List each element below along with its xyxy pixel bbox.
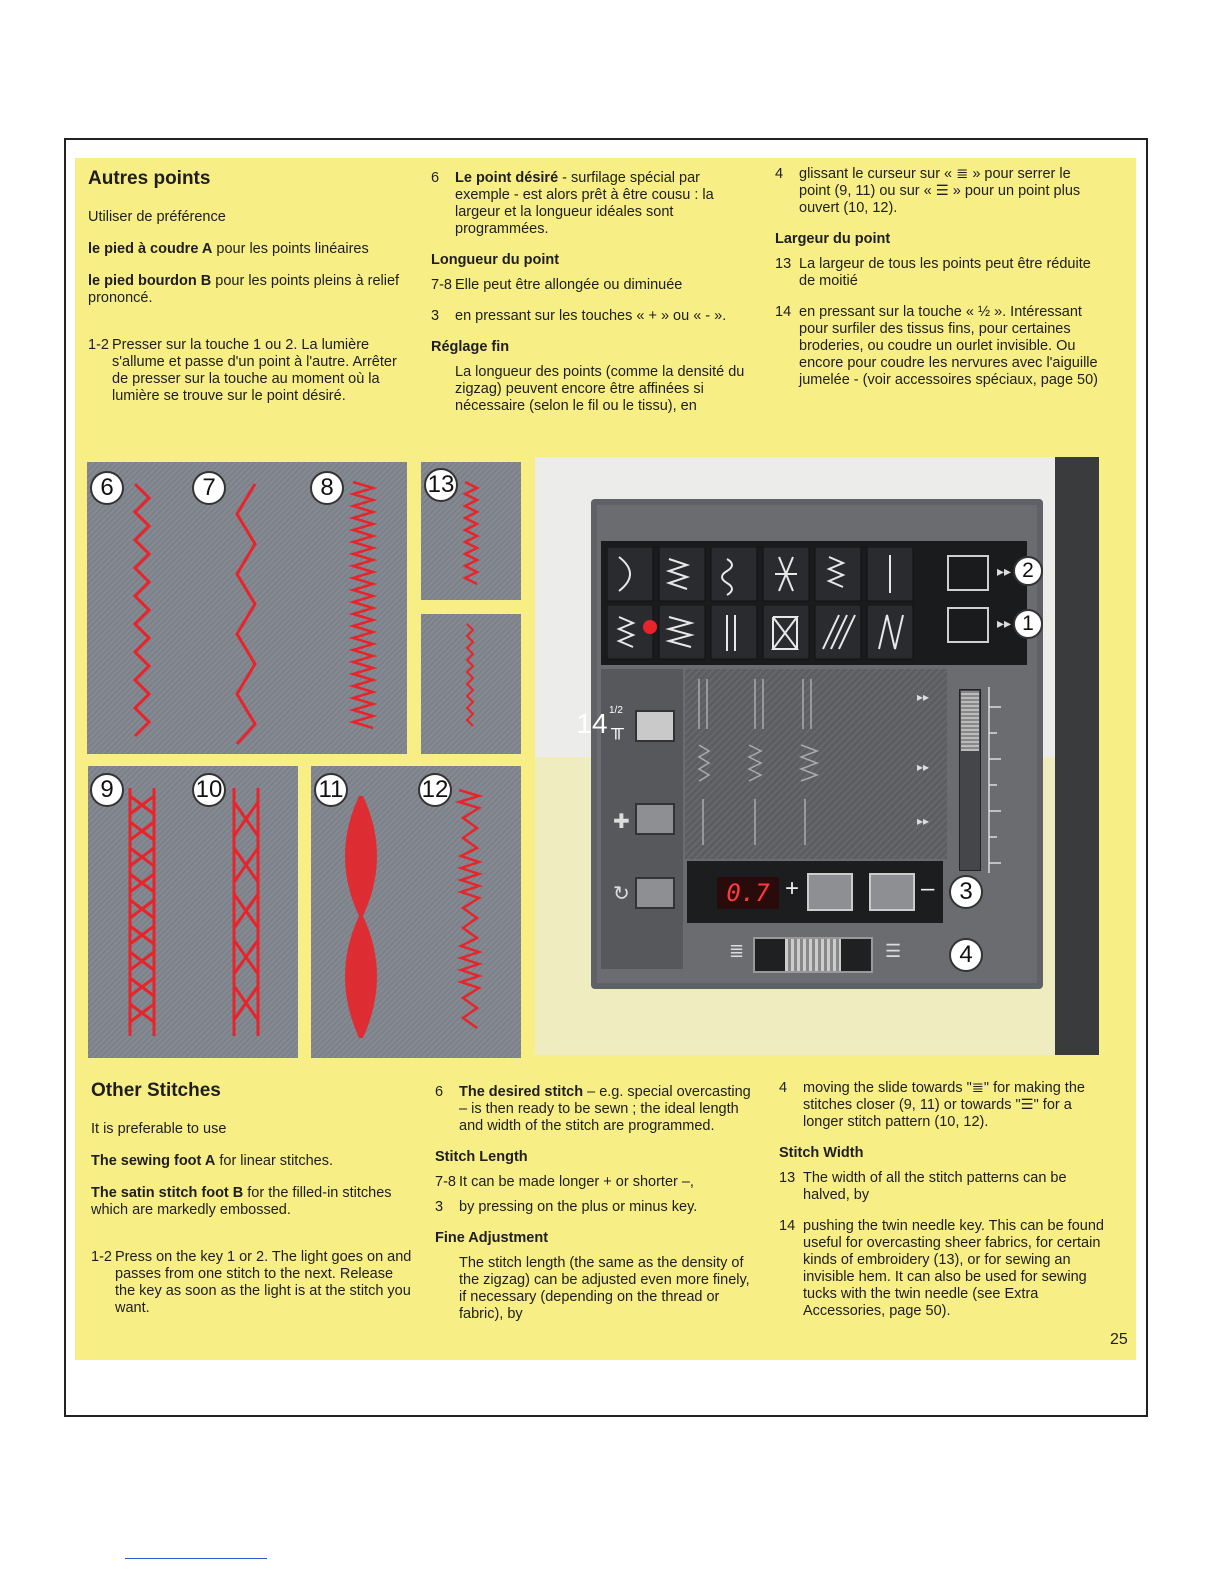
plus-key[interactable]	[807, 873, 853, 911]
stitch-sample-panel-11-12	[311, 766, 521, 1058]
stitch-key-row-bottom	[607, 605, 923, 666]
stitch-sample-panel-6-7-8	[87, 462, 407, 754]
callout-3: 3	[949, 875, 983, 909]
needle-cross-icon: ✚	[613, 811, 630, 833]
french-col-2	[431, 170, 756, 430]
selected-stitch-light	[643, 620, 657, 634]
arrow-2-icon: ▸▸	[997, 563, 1012, 579]
french-step-6: 6 Le point désiré - surfilage spécial par exemple - est alors prêt à être cousu : la largeur et la longueur idéales sont programmées.	[431, 170, 714, 237]
english-step-6: 6 The desired stitch – e.g. special overcasting – is then ready to be sewn ; the ideal length and width of the stitch are programmed.	[435, 1084, 751, 1134]
arrow-1-icon: ▸▸	[997, 615, 1012, 631]
english-step-1-2: 1-2 Press on the key 1 or 2. The light goes on and passes from one stitch to the next. Release the key as soon as the light is at the stitch you want.	[91, 1249, 412, 1316]
english-step-3: 3 by pressing on the plus or minus key.	[435, 1199, 698, 1215]
english-fine-heading: Fine Adjustment	[435, 1230, 549, 1246]
svg-text:▸▸: ▸▸	[917, 814, 930, 828]
stitch-sample-panel-13-narrow	[421, 614, 521, 754]
page-number: 25	[1110, 1331, 1128, 1348]
twin-needle-key[interactable]	[635, 710, 675, 742]
sample-label-9: 9	[90, 773, 124, 807]
sample-label-6: 6	[90, 471, 124, 505]
callout-1: 1	[1013, 609, 1043, 639]
length-display: 0.7	[717, 877, 779, 909]
sample-label-12: 12	[418, 773, 452, 807]
half-label: 1/2	[609, 705, 623, 716]
callout-2: 2	[1013, 556, 1043, 586]
english-width-heading: Stitch Width	[779, 1145, 864, 1161]
needle-position-key[interactable]	[635, 803, 675, 835]
machine-control-panel-photo	[535, 457, 1099, 1055]
french-fine-heading: Réglage fin	[431, 339, 510, 355]
stitch-sample-panel-9-10	[88, 766, 298, 1058]
reverse-key[interactable]	[635, 877, 675, 909]
english-title: Other Stitches	[91, 1080, 221, 1101]
english-col-3	[779, 1080, 1104, 1334]
english-fine-text: The stitch length (the same as the density of the zigzag) can be adjusted even more finely, if necessary (depending on the thread or fabric), by	[459, 1255, 750, 1322]
english-step-14: 14 pushing the twin needle key. This can be found useful for overcasting sheer fabrics, for certain kinds of embroidery (13), or for sewing an invisible hem. It can also be used for sewing tucks with the twin needle (see Extra Accessories, page 50).	[779, 1218, 1104, 1319]
english-step-13: 13 The width of all the stitch patterns can be halved, by	[779, 1170, 1067, 1203]
slider-scale	[985, 687, 1015, 877]
french-step-14: 14 en pressant sur la touche « ½ ». Intéressant pour surfiler des tissus fins, pour certaines broderies, ou coudre un ourlet invisible. Ou encore pour coudre les nervures avec l'aiguille jumelée - (voir accessoires spéciaux, page 50)	[775, 304, 1098, 388]
english-step-7-8: 7-8 It can be made longer + or shorter –,	[435, 1174, 694, 1190]
sample-label-7: 7	[192, 471, 226, 505]
french-col-3	[775, 166, 1100, 403]
plus-sign: +	[785, 875, 800, 902]
callout-4: 4	[949, 938, 983, 972]
svg-text:▸▸: ▸▸	[917, 760, 930, 774]
french-length-heading: Longueur du point	[431, 252, 560, 268]
key-1[interactable]	[947, 607, 989, 643]
english-intro: It is preferable to use	[91, 1121, 227, 1137]
english-col-2	[435, 1084, 755, 1338]
sample-label-13: 13	[424, 468, 458, 502]
french-step-13: 13 La largeur de tous les points peut être réduite de moitié	[775, 256, 1091, 289]
english-col-1	[91, 1082, 416, 1331]
twin-needle-icon: ╥	[611, 718, 624, 738]
french-intro: Utiliser de préférence	[88, 209, 226, 225]
callout-14: 14	[576, 708, 608, 739]
french-step-1-2: 1-2 Presser sur la touche 1 ou 2. La lumière s'allume et passe d'un point à l'autre. Arrêter de presser sur la touche au moment où la lumière se trouve sur le point désiré.	[88, 337, 397, 404]
reverse-icon: ↻	[613, 883, 630, 905]
svg-text:▸▸: ▸▸	[917, 690, 930, 704]
fine-adjust-knob[interactable]	[785, 939, 841, 971]
footer-link-underline	[125, 1558, 267, 1559]
french-title: Autres points	[88, 168, 211, 189]
english-length-heading: Stitch Length	[435, 1149, 528, 1165]
french-col-1	[88, 170, 413, 419]
english-foot-a: The sewing foot A for linear stitches.	[91, 1153, 333, 1169]
key-2[interactable]	[947, 555, 989, 591]
french-step-3: 3 en pressant sur les touches « + » ou « - ».	[431, 308, 727, 324]
english-step-4: 4 moving the slide towards "≣" for making the stitches closer (9, 11) or towards "☰" for a longer stitch pattern (10, 12).	[779, 1080, 1085, 1130]
french-foot-b: le pied bourdon B pour les points pleins à relief prononcé.	[88, 273, 400, 306]
french-width-heading: Largeur du point	[775, 231, 891, 247]
memory-stitch-keys	[685, 669, 947, 859]
french-step-7-8: 7-8 Elle peut être allongée ou diminuée	[431, 277, 683, 293]
stitch-key-row-top	[607, 547, 923, 608]
french-step-4: 4 glissant le curseur sur « ≣ » pour serrer le point (9, 11) ou sur « ☰ » pour un point plus ouvert (10, 12).	[775, 166, 1081, 216]
sample-label-10: 10	[192, 773, 226, 807]
minus-key[interactable]	[869, 873, 915, 911]
sample-label-8: 8	[310, 471, 344, 505]
french-fine-text: La longueur des points (comme la densité du zigzag) peuvent encore être affinées si nécessaire (selon le fil ou le tissu), en	[455, 364, 745, 414]
sample-label-11: 11	[314, 773, 348, 807]
dense-icon: ≣	[729, 941, 745, 961]
french-foot-a: le pied à coudre A pour les points linéaires	[88, 241, 369, 257]
minus-sign: –	[921, 875, 935, 902]
open-icon: ☰	[885, 941, 902, 961]
english-foot-b: The satin stitch foot B for the filled-in stitches which are markedly embossed.	[91, 1185, 392, 1218]
density-slider-knob[interactable]	[961, 691, 979, 751]
